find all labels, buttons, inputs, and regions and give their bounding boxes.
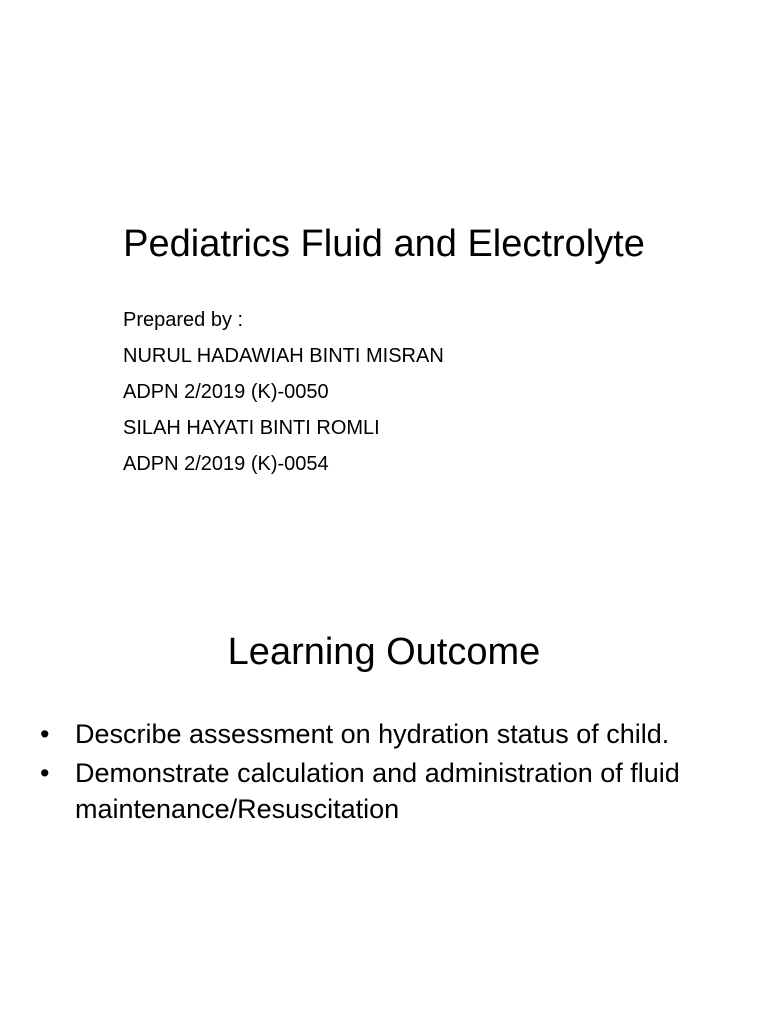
bullet-item [40,716,720,752]
bullet-text: Demonstrate calculation and administration of fluid maintenance/Resuscitation [75,758,680,824]
author-id-1: ADPN 2/2019 (K)-0050 [123,381,329,403]
slide-title: Pediatrics Fluid and Electrolyte [123,223,645,265]
prepared-by-label: Prepared by : [123,309,244,331]
bullet-icon: • [40,719,50,749]
bullet-item [40,755,720,827]
learning-outcome-slide [0,512,768,1024]
bullet-icon: • [40,758,50,788]
subtitle-block [123,302,444,482]
author-name-2: SILAH HAYATI BINTI ROMLI [123,417,380,439]
author-name-1: NURUL HADAWIAH BINTI MISRAN [123,345,444,367]
bullet-text: Describe assessment on hydration status of child. [75,719,670,749]
author-id-2: ADPN 2/2019 (K)-0054 [123,453,329,475]
bullet-list [40,716,720,830]
slide-title: Learning Outcome [227,631,541,673]
